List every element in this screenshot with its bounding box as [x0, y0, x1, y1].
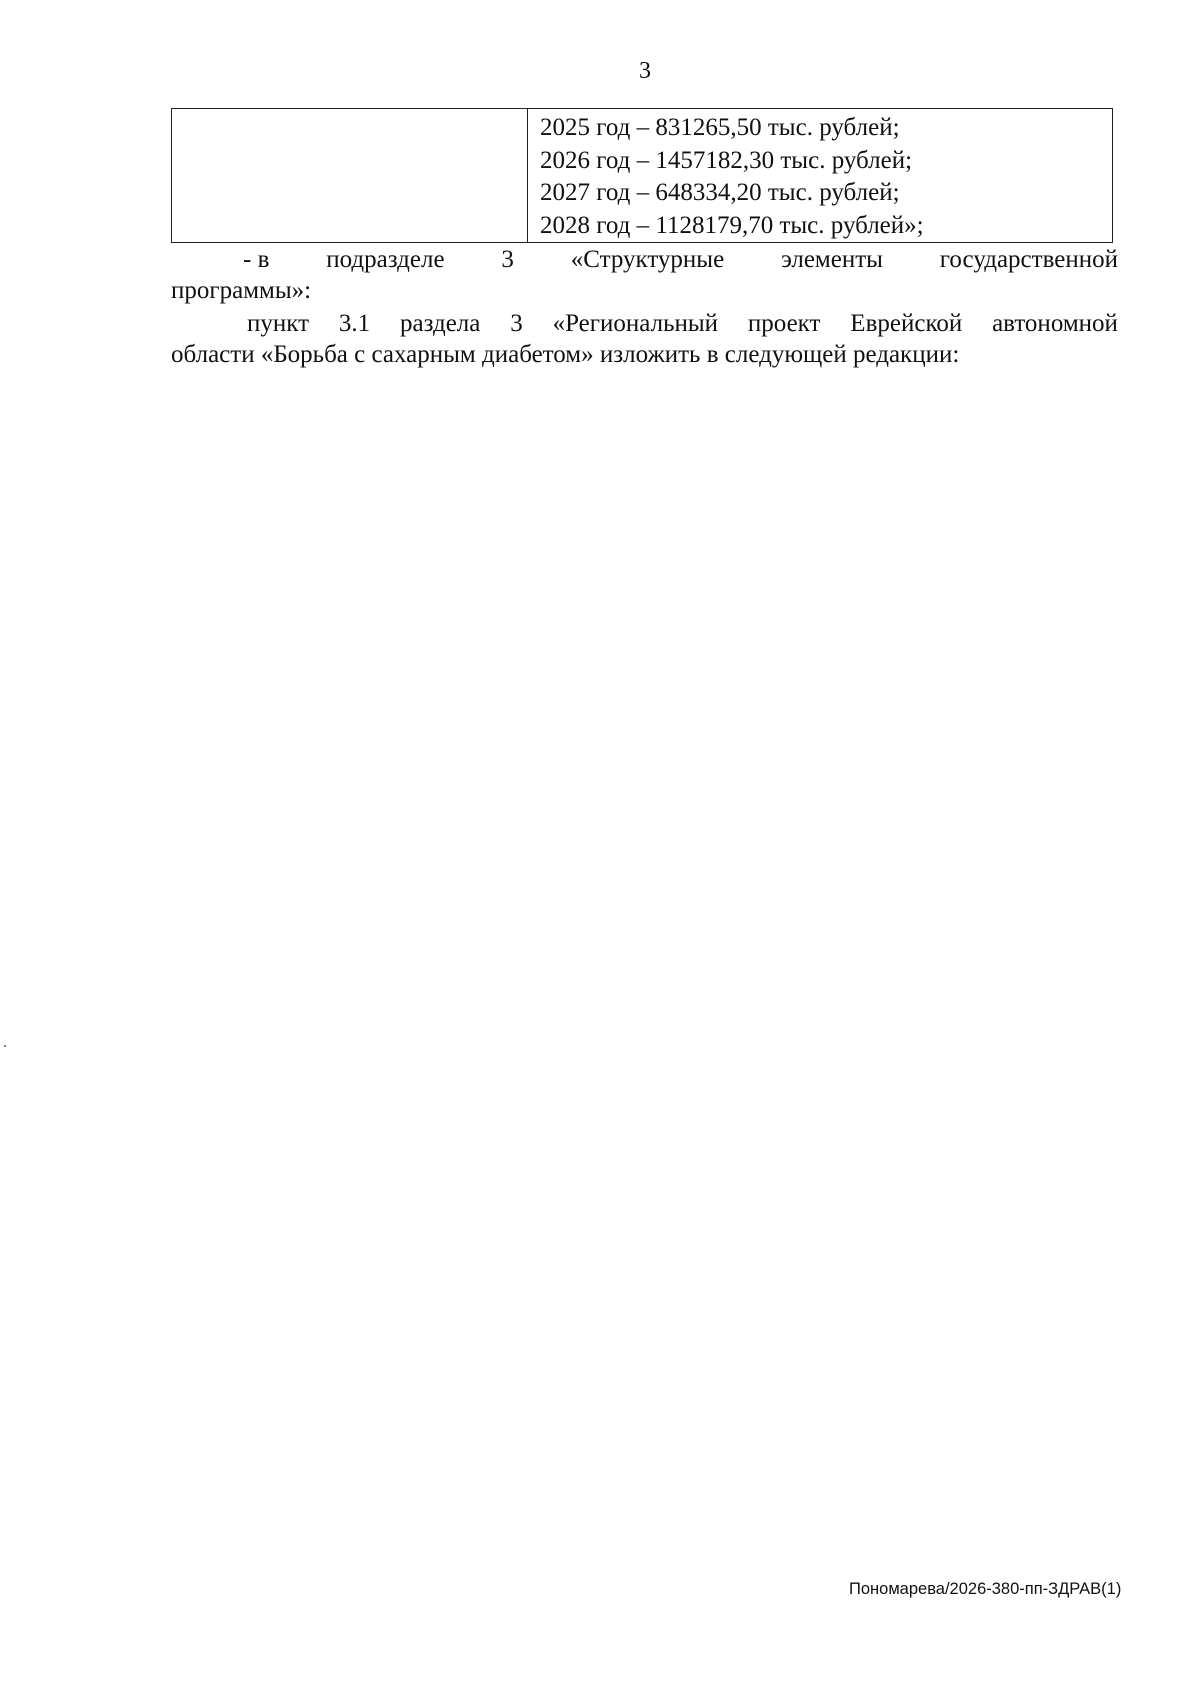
word: - в	[243, 246, 270, 273]
word: «Региональный	[552, 310, 719, 337]
funding-year-2025: 2025 год – 831265,50 тыс. рублей;	[540, 114, 900, 141]
funding-year-2028: 2028 год – 1128179,70 тыс. рублей»;	[540, 211, 924, 239]
point-paragraph	[171, 308, 1118, 370]
word: пункт	[247, 310, 309, 337]
scan-speck	[4, 1045, 6, 1047]
subsection-paragraph	[171, 244, 1118, 306]
page-number: 3	[639, 58, 651, 84]
funding-cell	[528, 109, 1113, 243]
word: 3	[510, 310, 523, 337]
document-reference: Пономарева/2026-380-пп-ЗДРАВ(1)	[849, 1580, 1122, 1598]
funding-year-2026: 2026 год – 1457182,30 тыс. рублей;	[540, 146, 913, 174]
word: проект	[747, 310, 821, 337]
funding-list	[528, 109, 1112, 242]
word: 3	[501, 246, 514, 273]
funding-table	[171, 108, 1113, 243]
word: раздела	[399, 310, 481, 337]
word: подразделе	[326, 246, 445, 273]
word: элементы	[781, 246, 883, 273]
paragraph-first-line	[171, 308, 1118, 339]
paragraph-continuation: области «Борьба с сахарным диабетом» изложить в следующей редакции:	[171, 341, 960, 368]
funding-year-2027: 2027 год – 648334,20 тыс. рублей;	[540, 179, 900, 206]
empty-cell	[172, 109, 528, 243]
word: «Структурные	[570, 246, 725, 273]
paragraph-continuation: программы»:	[171, 277, 312, 304]
word: 3.1	[338, 310, 371, 337]
paragraph-first-line	[171, 244, 1118, 275]
word: Еврейской	[850, 310, 963, 337]
word: государственной	[939, 246, 1118, 273]
table-row	[172, 109, 1113, 243]
word: автономной	[992, 310, 1118, 337]
